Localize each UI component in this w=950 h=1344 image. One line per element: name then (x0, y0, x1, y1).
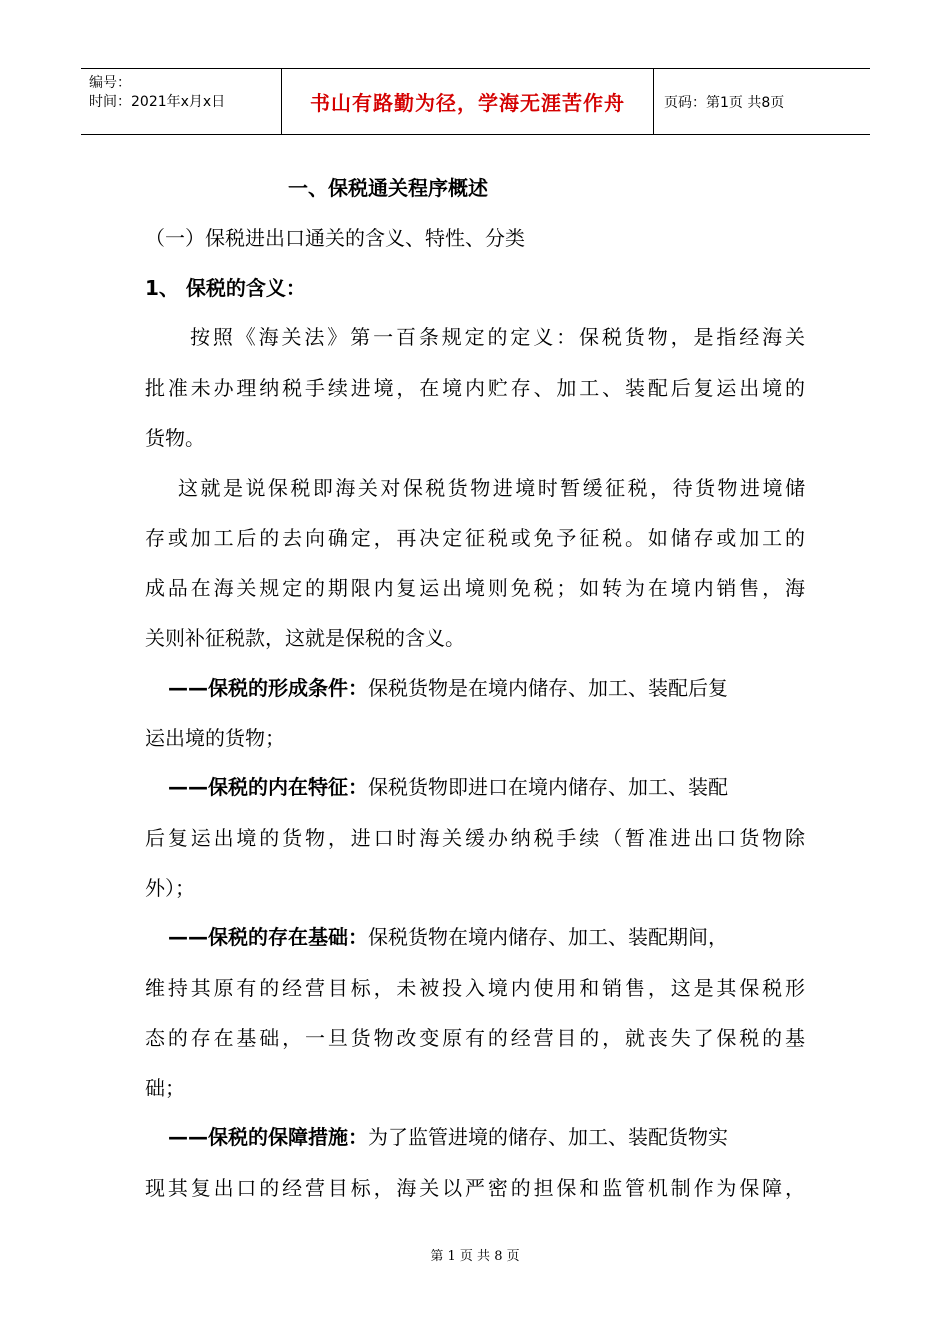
item2-line2: 后复运出境的货物，进口时海关缓办纳税手续（暂准进出口货物除 (145, 826, 805, 850)
para2-line3: 成品在海关规定的期限内复运出境则免税；如转为在境内销售，海 (145, 576, 805, 600)
header-motto-cell (281, 69, 654, 134)
date-label: 时间：2021年x月x日 (89, 94, 226, 110)
item4-text: 为了监管进境的储存、加工、装配货物实 (368, 1125, 728, 1149)
item3-line1 (168, 921, 728, 950)
item3-label: ——保税的存在基础： (168, 925, 368, 949)
para2-line2: 存或加工后的去向确定，再决定征税或免予征税。如储存或加工的 (145, 526, 805, 550)
page-header (81, 68, 870, 135)
para1-line3: 货物。 (145, 426, 205, 450)
item1-text: 保税货物是在境内储存、加工、装配后复 (368, 676, 728, 700)
item3-line2: 维持其原有的经营目标，未被投入境内使用和销售，这是其保税形 (145, 976, 805, 1000)
para1-line2: 批准未办理纳税手续进境，在境内贮存、加工、装配后复运出境的 (145, 376, 805, 400)
page-footer: 第 1 页 共 8 页 (430, 1249, 520, 1264)
item2-line1 (168, 771, 728, 800)
para2-line4: 关则补征税款，这就是保税的含义。 (145, 626, 465, 650)
subsection-heading: 1、 保税的含义： (145, 276, 306, 300)
item3-line4: 础； (145, 1076, 185, 1100)
item2-label: ——保税的内在特征： (168, 775, 368, 799)
para1-line1: 按照《海关法》第一百条规定的定义：保税货物，是指经海关 (190, 325, 805, 349)
page-info: 页码：第1页 共8页 (664, 94, 785, 111)
item1-line1 (168, 672, 728, 701)
item4-line2: 现其复出口的经营目标，海关以严密的担保和监管机制作为保障， (145, 1176, 805, 1200)
item4-line1 (168, 1121, 728, 1150)
item1-label: ——保税的形成条件： (168, 676, 368, 700)
item2-line3: 外）； (145, 876, 195, 900)
item3-line3: 态的存在基础，一旦货物改变原有的经营目的，就丧失了保税的基 (145, 1026, 805, 1050)
item1-line2: 运出境的货物； (145, 726, 285, 750)
header-page-cell (654, 69, 870, 134)
item2-text: 保税货物即进口在境内储存、加工、装配 (368, 775, 728, 799)
header-meta (81, 69, 281, 134)
item3-text: 保税货物在境内储存、加工、装配期间， (368, 925, 728, 949)
section-heading: （一）保税进出口通关的含义、特性、分类 (145, 226, 525, 250)
item4-label: ——保税的保障措施： (168, 1125, 368, 1149)
serial-label: 编号： (89, 75, 131, 91)
page-title: 一、保税通关程序概述 (288, 176, 488, 200)
para2-line1: 这就是说保税即海关对保税货物进境时暂缓征税，待货物进境储 (178, 476, 805, 500)
motto: 书山有路勤为径，学海无涯苦作舟 (310, 91, 625, 115)
